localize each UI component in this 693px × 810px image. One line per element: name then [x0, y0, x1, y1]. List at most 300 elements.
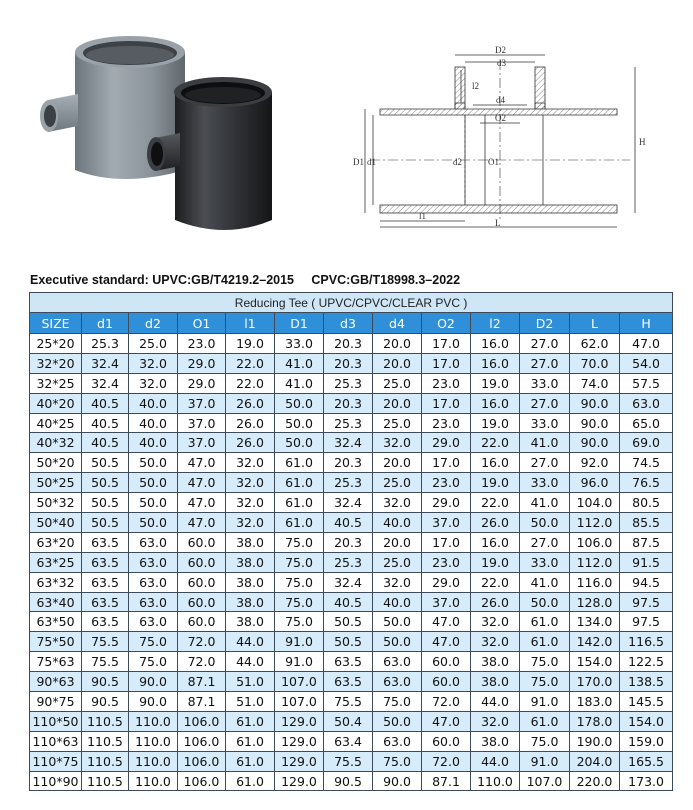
value-cell: 22.0 [226, 353, 275, 373]
value-cell: 41.0 [520, 433, 570, 453]
value-cell: 44.0 [226, 632, 275, 652]
table-row [30, 711, 673, 731]
value-cell: 61.0 [520, 711, 570, 731]
product-photo [30, 30, 275, 245]
value-cell: 19.0 [471, 373, 520, 393]
value-cell: 22.0 [471, 433, 520, 453]
table-header-row [30, 313, 673, 334]
value-cell: 75.5 [82, 632, 129, 652]
value-cell: 60.0 [178, 572, 226, 592]
value-cell: 91.0 [520, 751, 570, 771]
value-cell: 110.0 [129, 771, 178, 791]
table-row [30, 632, 673, 652]
value-cell: 16.0 [471, 334, 520, 354]
value-cell: 38.0 [226, 612, 275, 632]
value-cell: 44.0 [471, 692, 520, 712]
technical-drawing [345, 45, 660, 230]
value-cell: 63.0 [129, 552, 178, 572]
value-cell: 20.0 [373, 453, 422, 473]
value-cell: 27.0 [520, 393, 570, 413]
value-cell: 75.0 [520, 672, 570, 692]
drawing-label-d3: d3 [497, 58, 506, 68]
value-cell: 61.0 [275, 473, 324, 493]
value-cell: 63.0 [373, 672, 422, 692]
size-cell: 75*63 [30, 652, 82, 672]
value-cell: 75.0 [373, 751, 422, 771]
drawing-label-O2: O2 [495, 113, 506, 123]
size-cell: 110*75 [30, 751, 82, 771]
table-row [30, 393, 673, 413]
column-header: d2 [129, 313, 178, 334]
value-cell: 110.0 [471, 771, 520, 791]
value-cell: 116.0 [570, 572, 620, 592]
value-cell: 20.3 [324, 334, 373, 354]
value-cell: 69.0 [620, 433, 673, 453]
value-cell: 75.0 [275, 552, 324, 572]
value-cell: 50.0 [129, 473, 178, 493]
value-cell: 110.0 [129, 711, 178, 731]
value-cell: 33.0 [275, 334, 324, 354]
size-cell: 63*20 [30, 532, 82, 552]
value-cell: 32.0 [373, 433, 422, 453]
value-cell: 61.0 [226, 731, 275, 751]
value-cell: 107.0 [275, 692, 324, 712]
value-cell: 70.0 [570, 353, 620, 373]
value-cell: 20.0 [373, 334, 422, 354]
value-cell: 50.0 [520, 592, 570, 612]
value-cell: 129.0 [275, 711, 324, 731]
table-row [30, 493, 673, 513]
value-cell: 60.0 [422, 672, 471, 692]
value-cell: 20.3 [324, 353, 373, 373]
value-cell: 23.0 [422, 552, 471, 572]
value-cell: 19.0 [226, 334, 275, 354]
value-cell: 44.0 [226, 652, 275, 672]
value-cell: 17.0 [422, 393, 471, 413]
value-cell: 90.5 [82, 692, 129, 712]
table-row [30, 433, 673, 453]
value-cell: 25.0 [373, 413, 422, 433]
column-header: SIZE [30, 313, 82, 334]
value-cell: 110.5 [82, 771, 129, 791]
value-cell: 63.5 [82, 552, 129, 572]
value-cell: 32.4 [82, 353, 129, 373]
table-row [30, 373, 673, 393]
value-cell: 170.0 [570, 672, 620, 692]
value-cell: 41.0 [520, 493, 570, 513]
size-cell: 32*25 [30, 373, 82, 393]
value-cell: 63.5 [82, 572, 129, 592]
value-cell: 47.0 [178, 453, 226, 473]
value-cell: 75.5 [324, 751, 373, 771]
value-cell: 33.0 [520, 413, 570, 433]
value-cell: 107.0 [275, 672, 324, 692]
value-cell: 112.0 [570, 552, 620, 572]
table-row [30, 592, 673, 612]
value-cell: 75.0 [373, 692, 422, 712]
value-cell: 50.5 [324, 612, 373, 632]
value-cell: 107.0 [520, 771, 570, 791]
value-cell: 25.3 [324, 552, 373, 572]
table-row [30, 334, 673, 354]
table-row [30, 572, 673, 592]
value-cell: 97.5 [620, 592, 673, 612]
value-cell: 26.0 [226, 413, 275, 433]
value-cell: 173.0 [620, 771, 673, 791]
drawing-label-d1: d1 [367, 157, 376, 167]
executive-standard-text: Executive standard: UPVC:GB/T4219.2–2015 CPVC:GB/T18998.3–2022 [30, 273, 461, 287]
value-cell: 20.3 [324, 393, 373, 413]
value-cell: 25.3 [324, 473, 373, 493]
value-cell: 75.0 [275, 592, 324, 612]
value-cell: 75.5 [324, 692, 373, 712]
value-cell: 63.0 [373, 652, 422, 672]
value-cell: 75.0 [129, 632, 178, 652]
value-cell: 80.5 [620, 493, 673, 513]
value-cell: 26.0 [471, 513, 520, 533]
value-cell: 44.0 [471, 751, 520, 771]
value-cell: 41.0 [520, 572, 570, 592]
value-cell: 61.0 [520, 612, 570, 632]
value-cell: 54.0 [620, 353, 673, 373]
value-cell: 37.0 [178, 433, 226, 453]
value-cell: 63.0 [129, 612, 178, 632]
size-cell: 50*20 [30, 453, 82, 473]
value-cell: 87.1 [178, 692, 226, 712]
value-cell: 38.0 [226, 552, 275, 572]
value-cell: 33.0 [520, 473, 570, 493]
value-cell: 63.5 [324, 672, 373, 692]
value-cell: 22.0 [471, 572, 520, 592]
value-cell: 50.5 [82, 493, 129, 513]
table-row [30, 413, 673, 433]
table-row [30, 473, 673, 493]
value-cell: 220.0 [570, 771, 620, 791]
value-cell: 63.4 [324, 731, 373, 751]
value-cell: 50.5 [324, 632, 373, 652]
value-cell: 63.5 [82, 532, 129, 552]
size-cell: 90*75 [30, 692, 82, 712]
size-cell: 63*32 [30, 572, 82, 592]
value-cell: 32.0 [471, 711, 520, 731]
table-body [30, 334, 673, 791]
value-cell: 40.5 [82, 393, 129, 413]
value-cell: 61.0 [520, 632, 570, 652]
value-cell: 154.0 [620, 711, 673, 731]
table-row [30, 353, 673, 373]
value-cell: 17.0 [422, 453, 471, 473]
value-cell: 25.0 [129, 334, 178, 354]
value-cell: 20.0 [373, 393, 422, 413]
value-cell: 32.0 [471, 632, 520, 652]
column-header: l2 [471, 313, 520, 334]
value-cell: 47.0 [178, 473, 226, 493]
reducing-tee-spec-table [29, 292, 673, 791]
value-cell: 50.0 [520, 513, 570, 533]
value-cell: 51.0 [226, 672, 275, 692]
value-cell: 90.0 [129, 672, 178, 692]
size-cell: 90*63 [30, 672, 82, 692]
value-cell: 50.5 [82, 513, 129, 533]
value-cell: 91.0 [275, 632, 324, 652]
table-row [30, 532, 673, 552]
value-cell: 16.0 [471, 532, 520, 552]
value-cell: 47.0 [422, 711, 471, 731]
drawing-label-l2: l2 [472, 81, 480, 91]
value-cell: 40.0 [129, 393, 178, 413]
value-cell: 38.0 [471, 731, 520, 751]
value-cell: 85.5 [620, 513, 673, 533]
value-cell: 60.0 [178, 592, 226, 612]
column-header: d1 [82, 313, 129, 334]
value-cell: 50.0 [275, 433, 324, 453]
drawing-label-H: H [639, 137, 646, 147]
value-cell: 23.0 [178, 334, 226, 354]
value-cell: 90.0 [373, 771, 422, 791]
column-header: d4 [373, 313, 422, 334]
value-cell: 87.5 [620, 532, 673, 552]
table-row [30, 513, 673, 533]
drawing-label-L: L [495, 218, 501, 228]
table-row [30, 751, 673, 771]
value-cell: 16.0 [471, 393, 520, 413]
value-cell: 32.4 [324, 493, 373, 513]
table-row [30, 612, 673, 632]
value-cell: 63.0 [129, 592, 178, 612]
value-cell: 32.0 [373, 493, 422, 513]
value-cell: 145.5 [620, 692, 673, 712]
value-cell: 27.0 [520, 334, 570, 354]
value-cell: 17.0 [422, 353, 471, 373]
value-cell: 47.0 [620, 334, 673, 354]
size-cell: 110*90 [30, 771, 82, 791]
value-cell: 27.0 [520, 453, 570, 473]
value-cell: 38.0 [471, 672, 520, 692]
value-cell: 190.0 [570, 731, 620, 751]
value-cell: 51.0 [226, 692, 275, 712]
size-cell: 25*20 [30, 334, 82, 354]
value-cell: 60.0 [422, 731, 471, 751]
value-cell: 142.0 [570, 632, 620, 652]
value-cell: 110.0 [129, 751, 178, 771]
value-cell: 60.0 [178, 552, 226, 572]
value-cell: 90.0 [129, 692, 178, 712]
value-cell: 90.0 [570, 433, 620, 453]
value-cell: 134.0 [570, 612, 620, 632]
value-cell: 61.0 [275, 493, 324, 513]
value-cell: 32.4 [324, 433, 373, 453]
value-cell: 37.0 [422, 592, 471, 612]
value-cell: 26.0 [226, 393, 275, 413]
table-row [30, 672, 673, 692]
value-cell: 29.0 [422, 572, 471, 592]
column-header: L [570, 313, 620, 334]
size-cell: 50*32 [30, 493, 82, 513]
value-cell: 17.0 [422, 532, 471, 552]
value-cell: 22.0 [226, 373, 275, 393]
value-cell: 32.0 [129, 373, 178, 393]
value-cell: 106.0 [178, 711, 226, 731]
value-cell: 19.0 [471, 413, 520, 433]
value-cell: 17.0 [422, 334, 471, 354]
value-cell: 23.0 [422, 413, 471, 433]
table-row [30, 692, 673, 712]
column-header: D2 [520, 313, 570, 334]
value-cell: 57.5 [620, 373, 673, 393]
value-cell: 138.5 [620, 672, 673, 692]
column-header: d3 [324, 313, 373, 334]
value-cell: 63.0 [373, 731, 422, 751]
table-row [30, 552, 673, 572]
value-cell: 38.0 [226, 592, 275, 612]
value-cell: 50.0 [373, 711, 422, 731]
drawing-label-d2: d2 [453, 157, 462, 167]
value-cell: 38.0 [471, 652, 520, 672]
value-cell: 33.0 [520, 373, 570, 393]
size-cell: 63*25 [30, 552, 82, 572]
value-cell: 47.0 [422, 612, 471, 632]
value-cell: 92.0 [570, 453, 620, 473]
value-cell: 25.0 [373, 473, 422, 493]
value-cell: 40.5 [324, 513, 373, 533]
value-cell: 128.0 [570, 592, 620, 612]
value-cell: 32.0 [373, 572, 422, 592]
value-cell: 97.5 [620, 612, 673, 632]
value-cell: 19.0 [471, 473, 520, 493]
size-cell: 63*40 [30, 592, 82, 612]
column-header: H [620, 313, 673, 334]
value-cell: 40.5 [324, 592, 373, 612]
value-cell: 91.5 [620, 552, 673, 572]
size-cell: 50*40 [30, 513, 82, 533]
drawing-label-d4: d4 [496, 95, 505, 105]
value-cell: 62.0 [570, 334, 620, 354]
value-cell: 29.0 [422, 493, 471, 513]
value-cell: 29.0 [422, 433, 471, 453]
value-cell: 32.4 [324, 572, 373, 592]
value-cell: 183.0 [570, 692, 620, 712]
value-cell: 90.5 [82, 672, 129, 692]
value-cell: 110.5 [82, 711, 129, 731]
drawing-label-l1: l1 [419, 211, 427, 221]
value-cell: 47.0 [178, 513, 226, 533]
value-cell: 50.0 [129, 453, 178, 473]
size-cell: 110*63 [30, 731, 82, 751]
value-cell: 129.0 [275, 751, 324, 771]
size-cell: 50*25 [30, 473, 82, 493]
value-cell: 75.0 [520, 652, 570, 672]
value-cell: 61.0 [226, 771, 275, 791]
value-cell: 50.0 [373, 612, 422, 632]
value-cell: 25.3 [324, 413, 373, 433]
value-cell: 154.0 [570, 652, 620, 672]
table-row [30, 453, 673, 473]
value-cell: 25.0 [373, 552, 422, 572]
drawing-label-O1: O1 [488, 157, 499, 167]
value-cell: 116.5 [620, 632, 673, 652]
value-cell: 72.0 [178, 632, 226, 652]
value-cell: 20.3 [324, 453, 373, 473]
value-cell: 74.5 [620, 453, 673, 473]
value-cell: 50.0 [129, 513, 178, 533]
value-cell: 50.0 [275, 413, 324, 433]
value-cell: 63.0 [620, 393, 673, 413]
value-cell: 75.0 [129, 652, 178, 672]
value-cell: 178.0 [570, 711, 620, 731]
value-cell: 32.4 [82, 373, 129, 393]
value-cell: 50.5 [82, 473, 129, 493]
value-cell: 20.3 [324, 532, 373, 552]
value-cell: 50.5 [82, 453, 129, 473]
value-cell: 41.0 [275, 353, 324, 373]
value-cell: 91.0 [520, 692, 570, 712]
value-cell: 72.0 [422, 751, 471, 771]
value-cell: 104.0 [570, 493, 620, 513]
value-cell: 26.0 [226, 433, 275, 453]
value-cell: 60.0 [178, 612, 226, 632]
value-cell: 60.0 [178, 532, 226, 552]
value-cell: 91.0 [275, 652, 324, 672]
column-header: O1 [178, 313, 226, 334]
value-cell: 129.0 [275, 731, 324, 751]
value-cell: 32.0 [226, 513, 275, 533]
table-row [30, 731, 673, 751]
column-header: l1 [226, 313, 275, 334]
value-cell: 38.0 [226, 572, 275, 592]
value-cell: 63.0 [129, 572, 178, 592]
value-cell: 129.0 [275, 771, 324, 791]
size-cell: 63*50 [30, 612, 82, 632]
value-cell: 90.0 [570, 393, 620, 413]
value-cell: 204.0 [570, 751, 620, 771]
value-cell: 106.0 [178, 771, 226, 791]
value-cell: 22.0 [471, 493, 520, 513]
value-cell: 25.0 [373, 373, 422, 393]
table-row [30, 652, 673, 672]
table-row [30, 771, 673, 791]
size-cell: 40*20 [30, 393, 82, 413]
value-cell: 75.0 [275, 532, 324, 552]
value-cell: 26.0 [471, 592, 520, 612]
column-header: D1 [275, 313, 324, 334]
value-cell: 110.5 [82, 731, 129, 751]
value-cell: 50.4 [324, 711, 373, 731]
value-cell: 76.5 [620, 473, 673, 493]
value-cell: 25.3 [324, 373, 373, 393]
value-cell: 63.0 [129, 532, 178, 552]
size-cell: 110*50 [30, 711, 82, 731]
value-cell: 63.5 [82, 592, 129, 612]
drawing-label-D2: D2 [495, 45, 506, 55]
value-cell: 38.0 [226, 532, 275, 552]
value-cell: 27.0 [520, 532, 570, 552]
value-cell: 20.0 [373, 353, 422, 373]
value-cell: 61.0 [275, 453, 324, 473]
value-cell: 37.0 [178, 413, 226, 433]
value-cell: 87.1 [422, 771, 471, 791]
value-cell: 90.0 [570, 413, 620, 433]
value-cell: 40.5 [82, 433, 129, 453]
value-cell: 75.0 [520, 731, 570, 751]
drawing-label-D1: D1 [353, 157, 364, 167]
value-cell: 40.0 [373, 592, 422, 612]
value-cell: 32.0 [226, 473, 275, 493]
size-cell: 75*50 [30, 632, 82, 652]
value-cell: 41.0 [275, 373, 324, 393]
value-cell: 94.5 [620, 572, 673, 592]
table-caption: Reducing Tee ( UPVC/CPVC/CLEAR PVC ) [30, 293, 673, 313]
value-cell: 72.0 [422, 692, 471, 712]
